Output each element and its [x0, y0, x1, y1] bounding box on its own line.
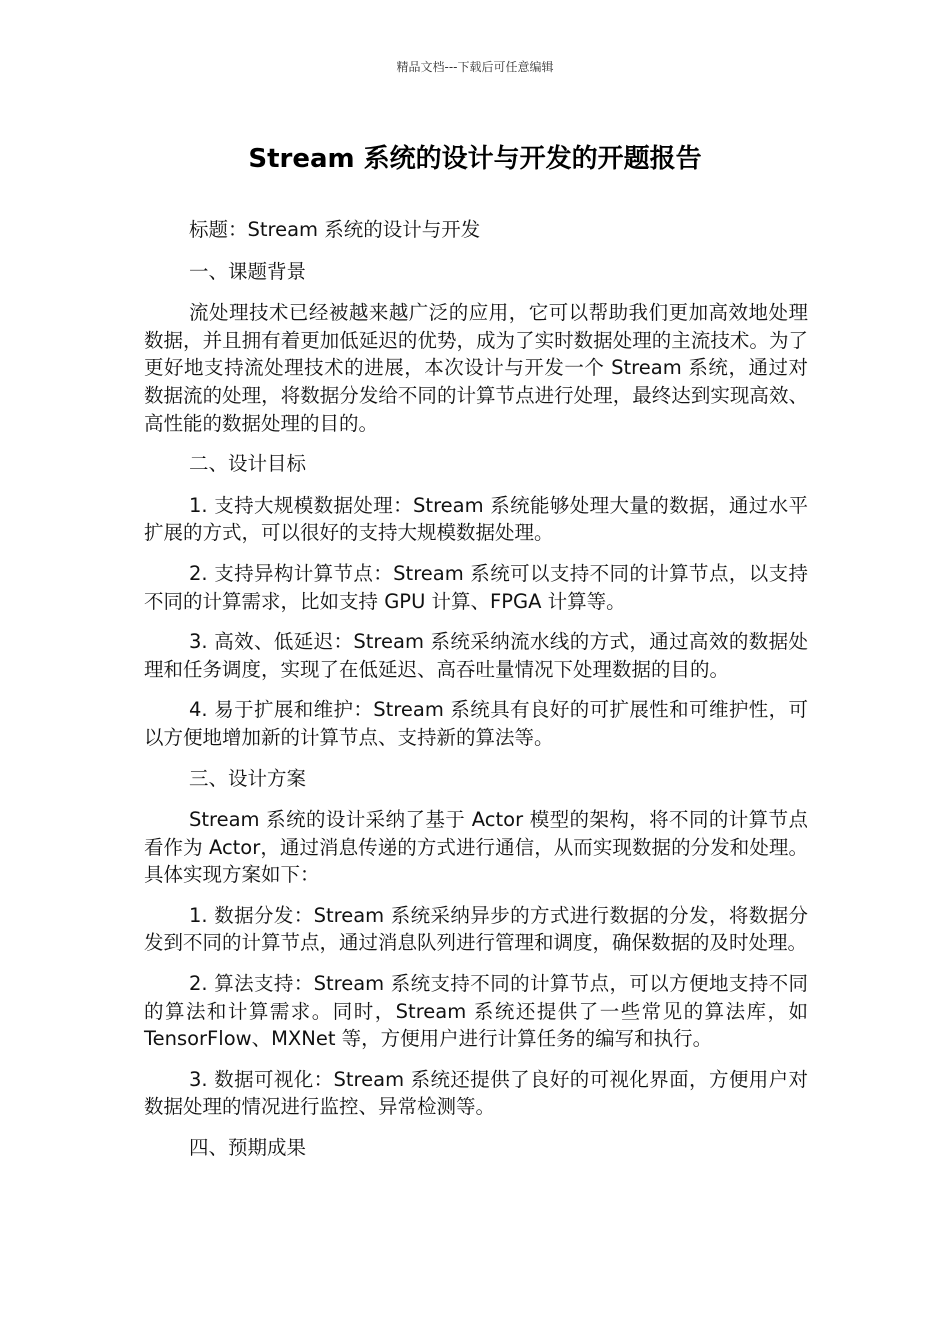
- goal-item: 1. 支持大规模数据处理：Stream 系统能够处理大量的数据，通过水平扩展的方式，可以很好的支持大规模数据处理。: [144, 493, 808, 545]
- goal-item: 3. 高效、低延迟：Stream 系统采纳流水线的方式，通过高效的数据处理和任务调度，实现了在低延迟、高吞吐量情况下处理数据的目的。: [144, 630, 808, 681]
- document-body: [144, 216, 808, 1176]
- design-item: 3. 数据可视化：Stream 系统还提供了良好的可视化界面，方便用户对数据处理的情况进行监控、异常检测等。: [144, 1067, 808, 1119]
- design-item: 1. 数据分发：Stream 系统采纳异步的方式进行数据的分发，将数据分发到不同的计算节点，通过消息队列进行管理和调度，确保数据的及时处理。: [144, 903, 808, 955]
- document-title: Stream 系统的设计与开发的开题报告: [248, 144, 702, 174]
- subject-line: 标题：Stream 系统的设计与开发: [189, 218, 481, 241]
- section-heading-outcomes: 四、预期成果: [189, 1136, 307, 1160]
- section-heading-goals: 二、设计目标: [189, 452, 307, 476]
- design-intro-paragraph: Stream 系统的设计采纳了基于 Actor 模型的架构，将不同的计算节点看作为 Actor，通过消息传递的方式进行通信，从而实现数据的分发和处理。具体实现方案如下：: [144, 808, 808, 887]
- section-heading-design: 三、设计方案: [189, 766, 307, 790]
- goal-item: 4. 易于扩展和维护：Stream 系统具有良好的可扩展性和可维护性，可以方便地增加新的计算节点、支持新的算法等。: [144, 698, 808, 749]
- page-header: 精品文档---下载后可任意编辑: [396, 60, 554, 74]
- background-paragraph: 流处理技术已经被越来越广泛的应用，它可以帮助我们更加高效地处理数据，并且拥有着更加低延迟的优势，成为了实时数据处理的主流技术。为了更好地支持流处理技术的进展，本次设计与开发一个 Stream 系统，通过对数据流的处理，将数据分发给不同的计算节点进行处理，最终达到实现高效、高性能的数据处理的目的。: [144, 301, 808, 435]
- goal-item: 2. 支持异构计算节点：Stream 系统可以支持不同的计算节点，以支持不同的计算需求，比如支持 GPU 计算、FPGA 计算等。: [144, 561, 808, 613]
- design-item: 2. 算法支持：Stream 系统支持不同的计算节点，可以方便地支持不同的算法和计算需求。同时，Stream 系统还提供了一些常见的算法库，如 TensorFlow、MXNet 等，方便用户进行计算任务的编写和执行。: [144, 972, 808, 1051]
- section-heading-background: 一、课题背景: [189, 259, 307, 283]
